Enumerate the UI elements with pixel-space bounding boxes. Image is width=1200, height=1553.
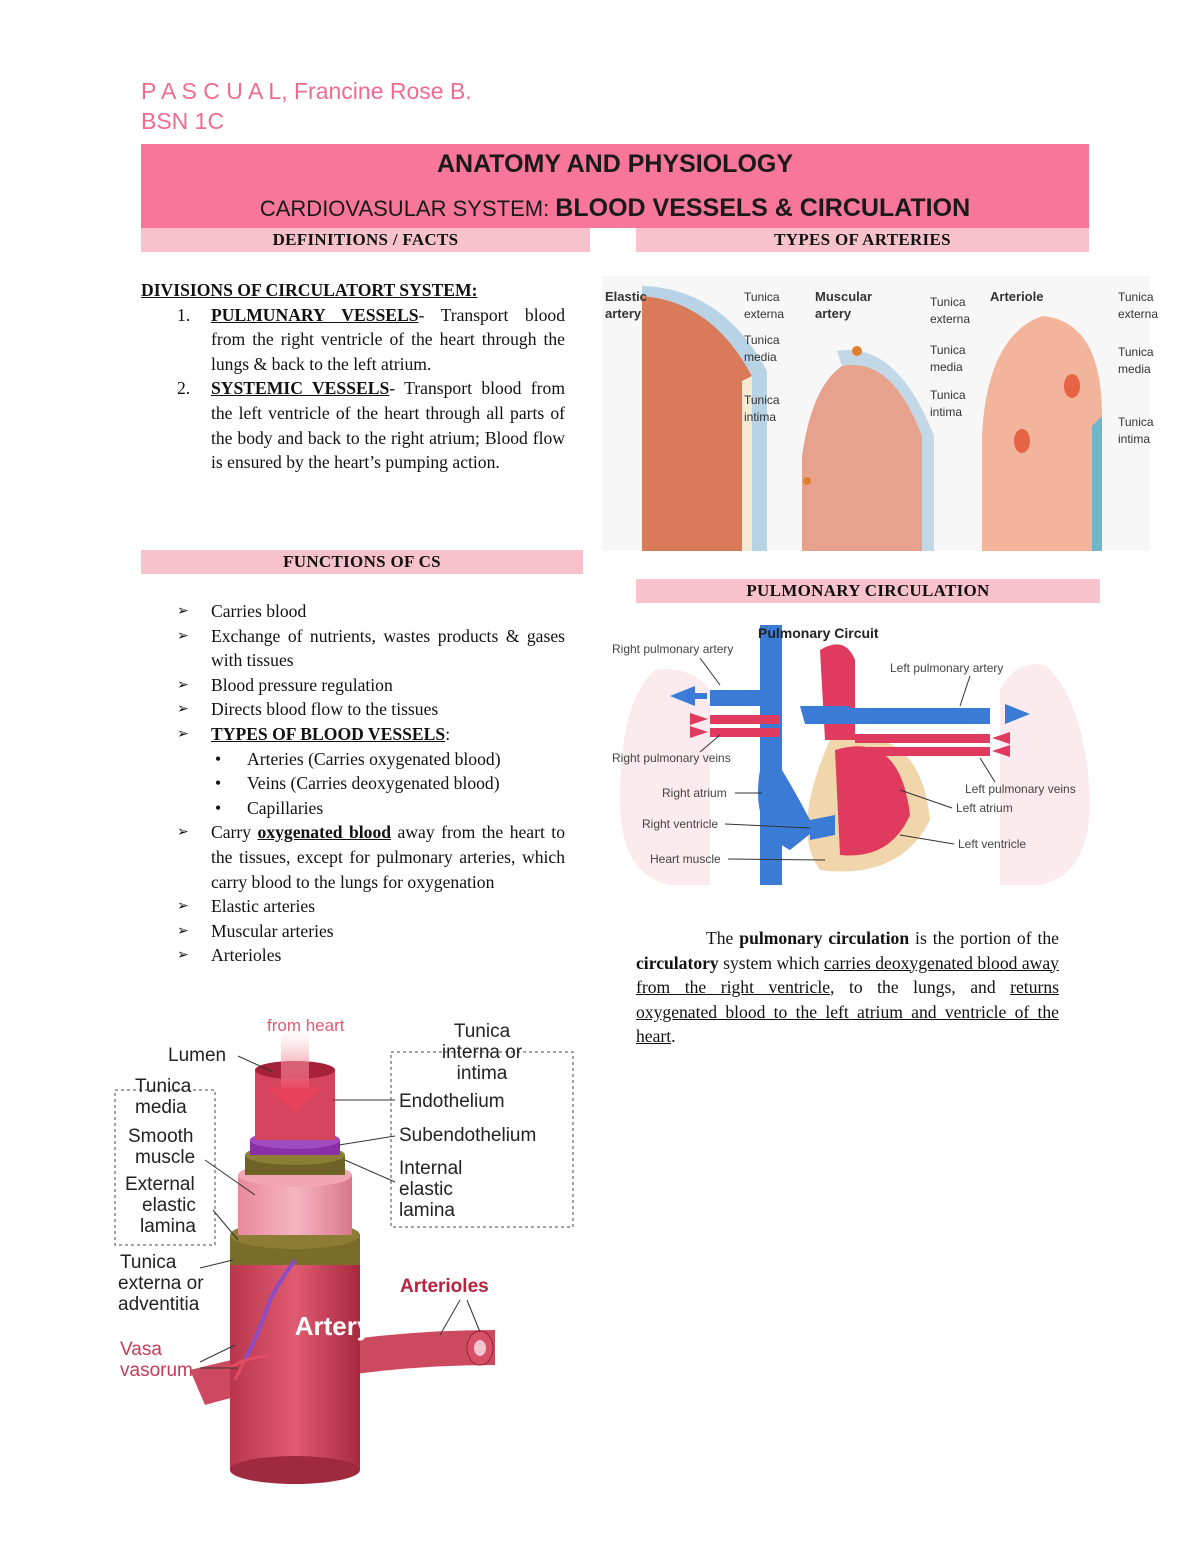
functions-list <box>141 599 565 968</box>
muscular-label-1: Muscular <box>815 289 873 304</box>
pulmonary-circulation-bar: PULMONARY CIRCULATION <box>636 579 1100 603</box>
definitions-bar: DEFINITIONS / FACTS <box>141 228 590 252</box>
left-pulmonary-vein <box>855 734 990 743</box>
left-pulmonary-artery-label: Left pulmonary artery <box>890 661 1004 675</box>
document-subtitle: CARDIOVASULAR SYSTEM: BLOOD VESSELS & CIRCULATION <box>259 194 971 222</box>
left-ventricle-label: Left ventricle <box>958 837 1027 851</box>
external-elastic-label-3: lamina <box>140 1216 196 1237</box>
pulmonary-trunk <box>800 706 850 724</box>
lumen-label: Lumen <box>168 1045 227 1066</box>
external-elastic-label-1: External <box>125 1174 195 1195</box>
label-tunica: Tunica <box>1118 415 1154 429</box>
label-tunica: Tunica <box>744 290 780 304</box>
tunica-interna-label-1: Tunica <box>453 1021 511 1042</box>
left-lung <box>1000 664 1090 885</box>
subendothelium-label: Subendothelium <box>399 1125 537 1146</box>
divisions-list <box>141 303 565 475</box>
tunica-media-label-2: media <box>135 1097 187 1118</box>
tunica-media-label-1: Tunica <box>135 1076 192 1097</box>
label-tunica: Tunica <box>744 393 780 407</box>
left-pulmonary-veins-label: Left pulmonary veins <box>965 782 1076 796</box>
label-externa: externa <box>930 312 971 326</box>
right-ventricle-label: Right ventricle <box>642 817 719 831</box>
functions-section <box>141 599 565 968</box>
leader-line <box>980 758 995 782</box>
list-item: ➢ TYPES OF BLOOD VESSELS: • Arteries (Carries oxygenated blood) • Veins (Carries deoxygenated blood) • Capillaries <box>141 722 565 820</box>
aorta <box>820 644 855 740</box>
vena-cava <box>760 625 782 885</box>
list-item: ➢ Carry oxygenated blood away from the heart to the tissues, except for pulmonary arteries, which carry blood to the lungs for oxygenation <box>177 822 565 892</box>
leader-line <box>440 1300 460 1335</box>
tunica-externa-label-2: externa or <box>118 1273 204 1294</box>
list-item: ➢ Arterioles <box>177 945 282 966</box>
leader-line <box>200 1345 235 1362</box>
tunica-externa-label-3: adventitia <box>118 1294 200 1315</box>
label-externa: externa <box>1118 307 1159 321</box>
leader-line <box>345 1160 395 1182</box>
vessel-dot <box>803 477 811 485</box>
cell-nucleus <box>1014 429 1030 453</box>
label-tunica: Tunica <box>1118 290 1154 304</box>
external-elastic-label-2: elastic <box>142 1195 196 1216</box>
elastic-label-1: Elastic <box>605 289 647 304</box>
leader-line <box>213 1210 238 1240</box>
list-item: • Arteries (Carries oxygenated blood) <box>215 748 501 769</box>
label-intima: intima <box>1118 432 1151 446</box>
right-pulmonary-veins-label: Right pulmonary veins <box>612 751 731 765</box>
vasa-vasorum-label-1: Vasa <box>120 1339 162 1360</box>
smooth-muscle-label-2: muscle <box>135 1147 196 1168</box>
title-banner <box>141 144 1089 228</box>
internal-elastic-label-2: elastic <box>399 1179 453 1200</box>
right-atrium-label: Right atrium <box>662 786 727 800</box>
leader-line <box>339 1136 395 1145</box>
artery-trunk <box>230 1255 360 1470</box>
list-item: 1. PULMUNARY VESSELS- Transport blood from the right ventricle of the heart through the lungs & back to the left atrium. <box>177 304 565 374</box>
from-heart-label: from heart <box>267 1016 345 1035</box>
internal-elastic-label-3: lamina <box>399 1200 455 1221</box>
label-intima: intima <box>930 405 963 419</box>
smooth-muscle-label-1: Smooth <box>128 1126 194 1147</box>
vessel-types-list <box>211 747 565 821</box>
right-pulmonary-artery-label: Right pulmonary artery <box>612 642 734 656</box>
arterioles-label: Arterioles <box>400 1276 489 1297</box>
leader-line <box>960 676 970 706</box>
vasa-vasorum-label-2: vasorum <box>120 1360 193 1381</box>
types-of-arteries-bar: TYPES OF ARTERIES <box>636 228 1089 252</box>
pulmonary-paragraph: The pulmonary circulation is the portion of the circulatory system which carries deoxygenated blood away from the right ventricle, to the lungs, and returns oxygenated blood to the left atrium and ventricle of the heart. <box>636 928 1059 1047</box>
label-intima: intima <box>744 410 777 424</box>
elastic-label-2: artery <box>605 306 642 321</box>
internal-elastic-label-1: Internal <box>399 1158 463 1179</box>
list-item: ➢ Muscular arteries <box>177 920 334 941</box>
muscular-label-2: artery <box>815 306 852 321</box>
right-pulmonary-vein <box>710 728 780 737</box>
arteriole-lumen <box>474 1340 486 1356</box>
tunica-interna-label-2: interna or <box>441 1042 523 1063</box>
leader-line <box>700 658 720 685</box>
left-atrium-label: Left atrium <box>956 801 1013 815</box>
right-pulmonary-vein <box>710 715 780 724</box>
label-media: media <box>930 360 963 374</box>
class-section: BSN 1C <box>141 108 225 134</box>
list-item: • Veins (Carries deoxygenated blood) <box>215 773 500 794</box>
leader-line <box>200 1260 233 1268</box>
document-title: ANATOMY AND PHYSIOLOGY <box>436 150 794 178</box>
arteriole-label: Arteriole <box>990 289 1044 304</box>
label-externa: externa <box>744 307 785 321</box>
heart-muscle-label: Heart muscle <box>650 852 721 866</box>
left-pulmonary-vein <box>855 747 990 756</box>
functions-bar: FUNCTIONS OF CS <box>141 550 583 574</box>
arrow-icon <box>693 693 707 699</box>
label-tunica: Tunica <box>930 295 966 309</box>
cell-nucleus <box>1064 374 1080 398</box>
leader-line <box>467 1300 480 1332</box>
endothelium-label: Endothelium <box>399 1091 505 1112</box>
right-pulmonary-artery <box>710 690 780 706</box>
label-tunica: Tunica <box>744 333 780 347</box>
definitions-section <box>141 278 565 475</box>
types-of-arteries-figure <box>602 276 1159 551</box>
tunica-interna-label-3: intima <box>456 1063 508 1084</box>
leader-line <box>728 859 825 860</box>
artery-base <box>230 1456 360 1484</box>
list-item: ➢ Elastic arteries <box>177 896 316 917</box>
tunica-externa-label-1: Tunica <box>120 1252 177 1273</box>
artery-label: Artery <box>294 1311 372 1341</box>
list-item: ➢ Directs blood flow to the tissues <box>177 699 439 720</box>
list-item: ➢ Blood pressure regulation <box>177 674 393 695</box>
pulmonary-circuit-figure <box>600 620 1100 890</box>
vessel-dot <box>852 346 862 356</box>
list-item: 2. SYSTEMIC VESSELS- Transport blood from the left ventricle of the heart through all parts of the body and back to the right atrium; Blood flow is ensured by the heart’s pumping action. <box>177 378 566 473</box>
label-tunica: Tunica <box>930 388 966 402</box>
artery-layers-diagram <box>95 1000 585 1495</box>
list-item: ➢ Carries blood <box>177 601 307 621</box>
pulmonary-circuit-title: Pulmonary Circuit <box>758 625 879 641</box>
label-tunica: Tunica <box>1118 345 1154 359</box>
list-item: • Capillaries <box>215 797 324 818</box>
label-tunica: Tunica <box>930 343 966 357</box>
left-pulmonary-artery <box>850 708 990 724</box>
label-media: media <box>744 350 777 364</box>
author-name: P A S C U A L, Francine Rose B. <box>141 78 472 104</box>
label-media: media <box>1118 362 1151 376</box>
divisions-heading: DIVISIONS OF CIRCULATORT SYSTEM: <box>141 280 478 300</box>
arteriole-intima <box>1092 416 1102 551</box>
list-item: ➢ Exchange of nutrients, wastes products & gases with tissues <box>177 625 565 671</box>
